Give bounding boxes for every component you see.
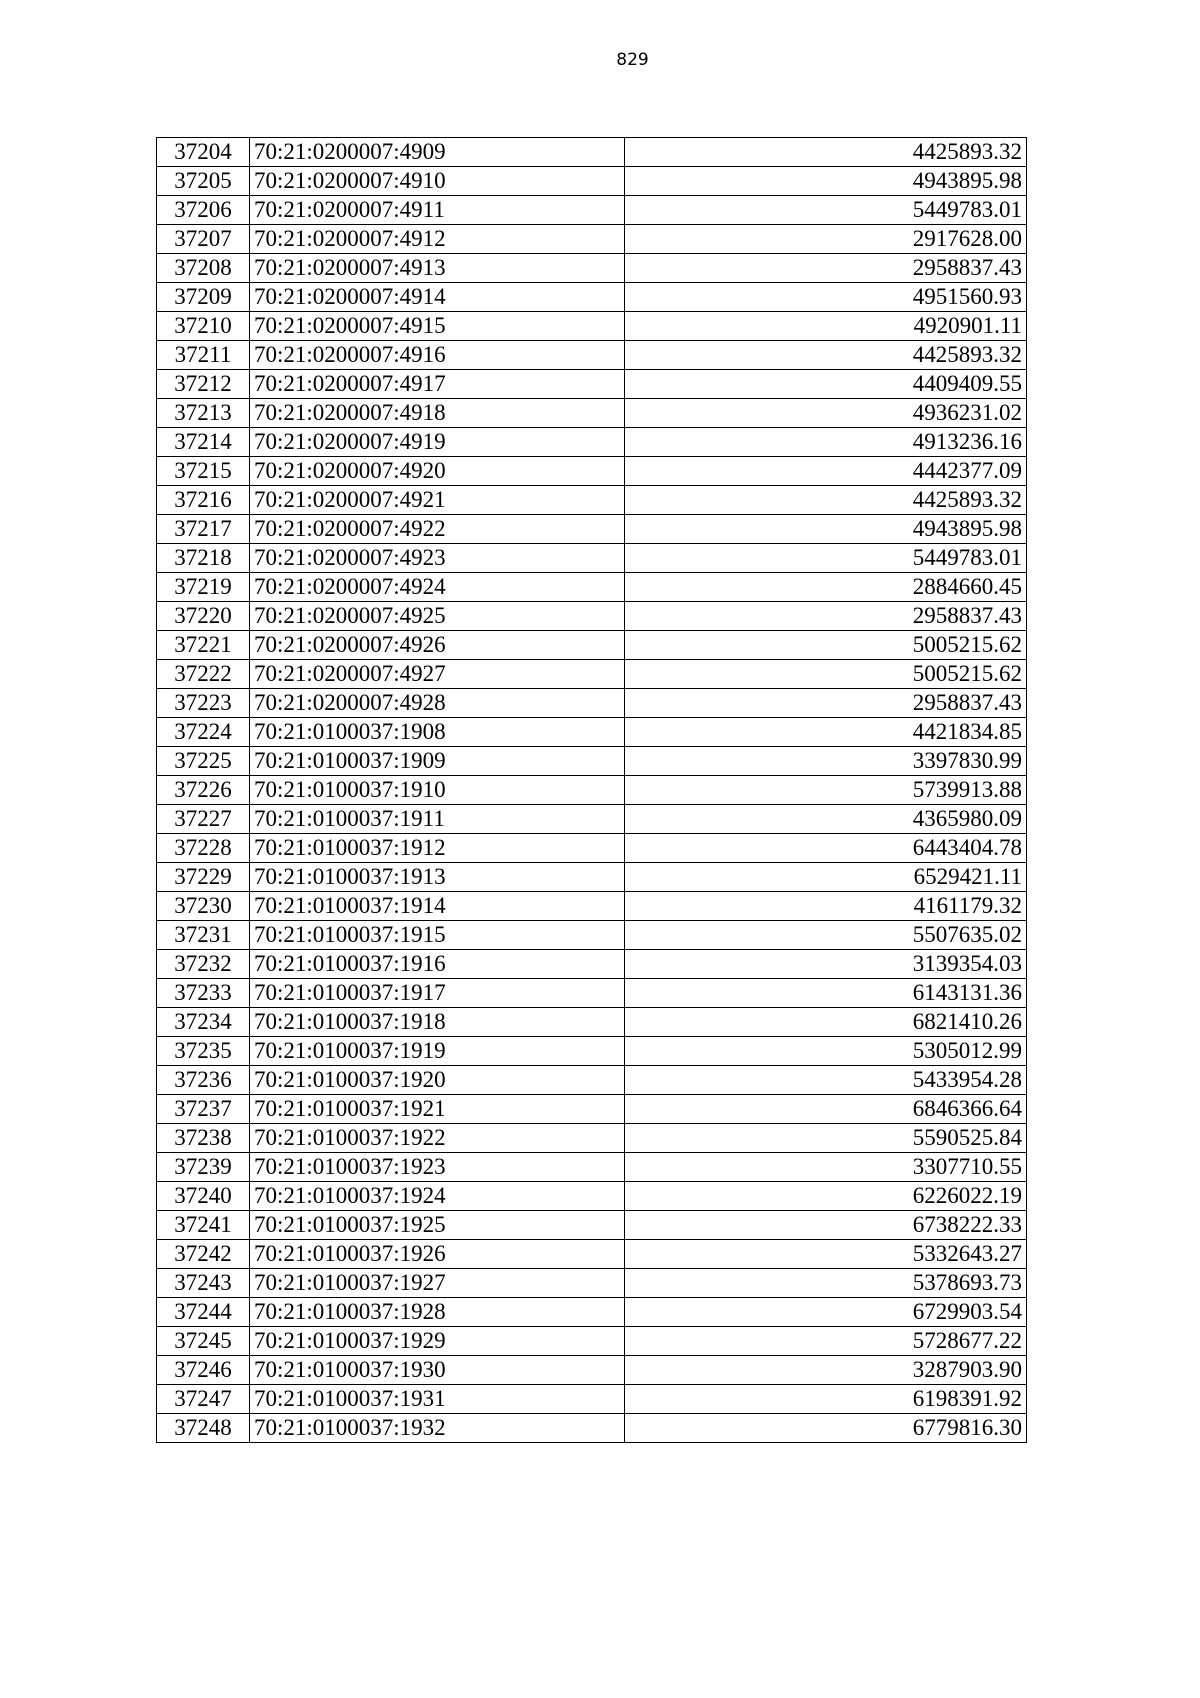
cadastral-value-cell: 2958837.43 <box>625 254 1027 283</box>
row-number-cell: 37226 <box>157 776 250 805</box>
cadastral-number-cell: 70:21:0100037:1926 <box>250 1240 625 1269</box>
table-row <box>157 225 1027 254</box>
cadastral-number-cell: 70:21:0100037:1932 <box>250 1414 625 1443</box>
cadastral-number-cell: 70:21:0100037:1925 <box>250 1211 625 1240</box>
table-row <box>157 1211 1027 1240</box>
table-row <box>157 1182 1027 1211</box>
row-number-cell: 37221 <box>157 631 250 660</box>
table-row <box>157 312 1027 341</box>
row-number-cell: 37245 <box>157 1327 250 1356</box>
row-number-cell: 37244 <box>157 1298 250 1327</box>
table-row <box>157 370 1027 399</box>
cadastral-value-cell: 2884660.45 <box>625 573 1027 602</box>
cadastral-number-cell: 70:21:0200007:4928 <box>250 689 625 718</box>
row-number-cell: 37236 <box>157 1066 250 1095</box>
table-row <box>157 602 1027 631</box>
table-row <box>157 1124 1027 1153</box>
cadastral-value-cell: 6529421.11 <box>625 863 1027 892</box>
row-number-cell: 37229 <box>157 863 250 892</box>
table-row <box>157 1095 1027 1124</box>
cadastral-number-cell: 70:21:0200007:4909 <box>250 138 625 167</box>
table-row <box>157 979 1027 1008</box>
cadastral-value-cell: 4425893.32 <box>625 341 1027 370</box>
row-number-cell: 37206 <box>157 196 250 225</box>
cadastral-value-cell: 5433954.28 <box>625 1066 1027 1095</box>
cadastral-number-cell: 70:21:0100037:1922 <box>250 1124 625 1153</box>
row-number-cell: 37242 <box>157 1240 250 1269</box>
cadastral-value-cell: 3397830.99 <box>625 747 1027 776</box>
cadastral-value-cell: 4943895.98 <box>625 515 1027 544</box>
row-number-cell: 37218 <box>157 544 250 573</box>
row-number-cell: 37231 <box>157 921 250 950</box>
table-row <box>157 1240 1027 1269</box>
cadastral-number-cell: 70:21:0200007:4917 <box>250 370 625 399</box>
row-number-cell: 37230 <box>157 892 250 921</box>
row-number-cell: 37205 <box>157 167 250 196</box>
cadastral-number-cell: 70:21:0200007:4911 <box>250 196 625 225</box>
cadastral-value-cell: 6198391.92 <box>625 1385 1027 1414</box>
cadastral-value-cell: 4425893.32 <box>625 138 1027 167</box>
row-number-cell: 37225 <box>157 747 250 776</box>
row-number-cell: 37207 <box>157 225 250 254</box>
cadastral-number-cell: 70:21:0100037:1930 <box>250 1356 625 1385</box>
cadastral-number-cell: 70:21:0200007:4922 <box>250 515 625 544</box>
table-row <box>157 1269 1027 1298</box>
cadastral-number-cell: 70:21:0100037:1931 <box>250 1385 625 1414</box>
cadastral-value-cell: 3287903.90 <box>625 1356 1027 1385</box>
cadastral-value-cell: 5590525.84 <box>625 1124 1027 1153</box>
cadastral-value-cell: 6443404.78 <box>625 834 1027 863</box>
cadastral-number-cell: 70:21:0200007:4910 <box>250 167 625 196</box>
table-row <box>157 544 1027 573</box>
table-row <box>157 196 1027 225</box>
cadastral-value-cell: 4442377.09 <box>625 457 1027 486</box>
cadastral-number-cell: 70:21:0100037:1914 <box>250 892 625 921</box>
row-number-cell: 37227 <box>157 805 250 834</box>
cadastral-value-cell: 5449783.01 <box>625 544 1027 573</box>
row-number-cell: 37232 <box>157 950 250 979</box>
table-row <box>157 341 1027 370</box>
cadastral-value-cell: 4936231.02 <box>625 399 1027 428</box>
table-row <box>157 834 1027 863</box>
table-row <box>157 1356 1027 1385</box>
cadastral-number-cell: 70:21:0100037:1927 <box>250 1269 625 1298</box>
row-number-cell: 37240 <box>157 1182 250 1211</box>
cadastral-value-cell: 2917628.00 <box>625 225 1027 254</box>
row-number-cell: 37204 <box>157 138 250 167</box>
table-row <box>157 1037 1027 1066</box>
table-row <box>157 167 1027 196</box>
cadastral-value-cell: 3139354.03 <box>625 950 1027 979</box>
row-number-cell: 37239 <box>157 1153 250 1182</box>
cadastral-value-cell: 4161179.32 <box>625 892 1027 921</box>
page-number: 829 <box>616 50 649 70</box>
table-row <box>157 921 1027 950</box>
row-number-cell: 37235 <box>157 1037 250 1066</box>
cadastral-value-cell: 4913236.16 <box>625 428 1027 457</box>
row-number-cell: 37216 <box>157 486 250 515</box>
row-number-cell: 37238 <box>157 1124 250 1153</box>
table-row <box>157 776 1027 805</box>
cadastral-value-cell: 6143131.36 <box>625 979 1027 1008</box>
cadastral-number-cell: 70:21:0200007:4919 <box>250 428 625 457</box>
cadastral-number-cell: 70:21:0100037:1917 <box>250 979 625 1008</box>
cadastral-value-cell: 4951560.93 <box>625 283 1027 312</box>
cadastral-value-cell: 4365980.09 <box>625 805 1027 834</box>
row-number-cell: 37234 <box>157 1008 250 1037</box>
table-row <box>157 631 1027 660</box>
table-row <box>157 428 1027 457</box>
cadastral-number-cell: 70:21:0200007:4924 <box>250 573 625 602</box>
cadastral-number-cell: 70:21:0200007:4913 <box>250 254 625 283</box>
cadastral-number-cell: 70:21:0100037:1916 <box>250 950 625 979</box>
cadastral-number-cell: 70:21:0100037:1924 <box>250 1182 625 1211</box>
row-number-cell: 37224 <box>157 718 250 747</box>
row-number-cell: 37241 <box>157 1211 250 1240</box>
cadastral-number-cell: 70:21:0200007:4926 <box>250 631 625 660</box>
cadastral-value-cell: 4409409.55 <box>625 370 1027 399</box>
row-number-cell: 37217 <box>157 515 250 544</box>
row-number-cell: 37209 <box>157 283 250 312</box>
cadastral-number-cell: 70:21:0100037:1918 <box>250 1008 625 1037</box>
cadastral-value-cell: 2958837.43 <box>625 689 1027 718</box>
table-body <box>157 138 1027 1443</box>
row-number-cell: 37214 <box>157 428 250 457</box>
table-row <box>157 718 1027 747</box>
row-number-cell: 37213 <box>157 399 250 428</box>
cadastral-value-cell: 3307710.55 <box>625 1153 1027 1182</box>
table-row <box>157 283 1027 312</box>
row-number-cell: 37219 <box>157 573 250 602</box>
row-number-cell: 37215 <box>157 457 250 486</box>
cadastral-value-cell: 6729903.54 <box>625 1298 1027 1327</box>
cadastral-value-cell: 2958837.43 <box>625 602 1027 631</box>
table-row <box>157 747 1027 776</box>
row-number-cell: 37246 <box>157 1356 250 1385</box>
cadastral-value-cell: 5739913.88 <box>625 776 1027 805</box>
row-number-cell: 37247 <box>157 1385 250 1414</box>
row-number-cell: 37211 <box>157 341 250 370</box>
row-number-cell: 37223 <box>157 689 250 718</box>
cadastral-value-cell: 6226022.19 <box>625 1182 1027 1211</box>
cadastral-value-cell: 5507635.02 <box>625 921 1027 950</box>
table-row <box>157 254 1027 283</box>
cadastral-value-cell: 4425893.32 <box>625 486 1027 515</box>
cadastral-number-cell: 70:21:0100037:1915 <box>250 921 625 950</box>
cadastral-value-cell: 5378693.73 <box>625 1269 1027 1298</box>
row-number-cell: 37248 <box>157 1414 250 1443</box>
row-number-cell: 37243 <box>157 1269 250 1298</box>
cadastral-number-cell: 70:21:0100037:1913 <box>250 863 625 892</box>
cadastral-number-cell: 70:21:0200007:4918 <box>250 399 625 428</box>
cadastral-value-cell: 5305012.99 <box>625 1037 1027 1066</box>
cadastral-number-cell: 70:21:0200007:4912 <box>250 225 625 254</box>
row-number-cell: 37212 <box>157 370 250 399</box>
table-row <box>157 515 1027 544</box>
cadastral-number-cell: 70:21:0100037:1912 <box>250 834 625 863</box>
cadastral-value-cell: 5332643.27 <box>625 1240 1027 1269</box>
table-row <box>157 457 1027 486</box>
table-row <box>157 1153 1027 1182</box>
cadastral-number-cell: 70:21:0100037:1921 <box>250 1095 625 1124</box>
cadastral-number-cell: 70:21:0200007:4927 <box>250 660 625 689</box>
table-row <box>157 1066 1027 1095</box>
cadastral-number-cell: 70:21:0100037:1923 <box>250 1153 625 1182</box>
table-row <box>157 486 1027 515</box>
table-row <box>157 138 1027 167</box>
table-row <box>157 1298 1027 1327</box>
cadastral-number-cell: 70:21:0100037:1928 <box>250 1298 625 1327</box>
cadastral-number-cell: 70:21:0200007:4915 <box>250 312 625 341</box>
table-row <box>157 1414 1027 1443</box>
row-number-cell: 37233 <box>157 979 250 1008</box>
row-number-cell: 37220 <box>157 602 250 631</box>
row-number-cell: 37228 <box>157 834 250 863</box>
cadastral-number-cell: 70:21:0200007:4923 <box>250 544 625 573</box>
cadastral-number-cell: 70:21:0100037:1929 <box>250 1327 625 1356</box>
cadastral-number-cell: 70:21:0200007:4916 <box>250 341 625 370</box>
table-row <box>157 863 1027 892</box>
cadastral-number-cell: 70:21:0200007:4921 <box>250 486 625 515</box>
row-number-cell: 37210 <box>157 312 250 341</box>
table-row <box>157 892 1027 921</box>
cadastral-value-cell: 5005215.62 <box>625 631 1027 660</box>
cadastral-number-cell: 70:21:0100037:1919 <box>250 1037 625 1066</box>
table-row <box>157 399 1027 428</box>
table-row <box>157 1327 1027 1356</box>
cadastral-value-cell: 6846366.64 <box>625 1095 1027 1124</box>
cadastral-number-cell: 70:21:0100037:1909 <box>250 747 625 776</box>
table-row <box>157 1385 1027 1414</box>
cadastral-number-cell: 70:21:0200007:4925 <box>250 602 625 631</box>
cadastral-value-cell: 5005215.62 <box>625 660 1027 689</box>
cadastral-value-cell: 4943895.98 <box>625 167 1027 196</box>
cadastral-value-cell: 6738222.33 <box>625 1211 1027 1240</box>
cadastral-number-cell: 70:21:0100037:1911 <box>250 805 625 834</box>
cadastral-value-cell: 6821410.26 <box>625 1008 1027 1037</box>
row-number-cell: 37237 <box>157 1095 250 1124</box>
cadastral-value-cell: 6779816.30 <box>625 1414 1027 1443</box>
table-row <box>157 689 1027 718</box>
table-row <box>157 1008 1027 1037</box>
row-number-cell: 37208 <box>157 254 250 283</box>
cadastral-value-table <box>156 137 1027 1443</box>
cadastral-number-cell: 70:21:0100037:1920 <box>250 1066 625 1095</box>
table-row <box>157 950 1027 979</box>
cadastral-number-cell: 70:21:0100037:1908 <box>250 718 625 747</box>
table-row <box>157 805 1027 834</box>
table-row <box>157 573 1027 602</box>
cadastral-value-cell: 4421834.85 <box>625 718 1027 747</box>
cadastral-number-cell: 70:21:0100037:1910 <box>250 776 625 805</box>
cadastral-number-cell: 70:21:0200007:4914 <box>250 283 625 312</box>
row-number-cell: 37222 <box>157 660 250 689</box>
table-row <box>157 660 1027 689</box>
cadastral-value-cell: 4920901.11 <box>625 312 1027 341</box>
cadastral-value-cell: 5728677.22 <box>625 1327 1027 1356</box>
cadastral-value-cell: 5449783.01 <box>625 196 1027 225</box>
cadastral-number-cell: 70:21:0200007:4920 <box>250 457 625 486</box>
